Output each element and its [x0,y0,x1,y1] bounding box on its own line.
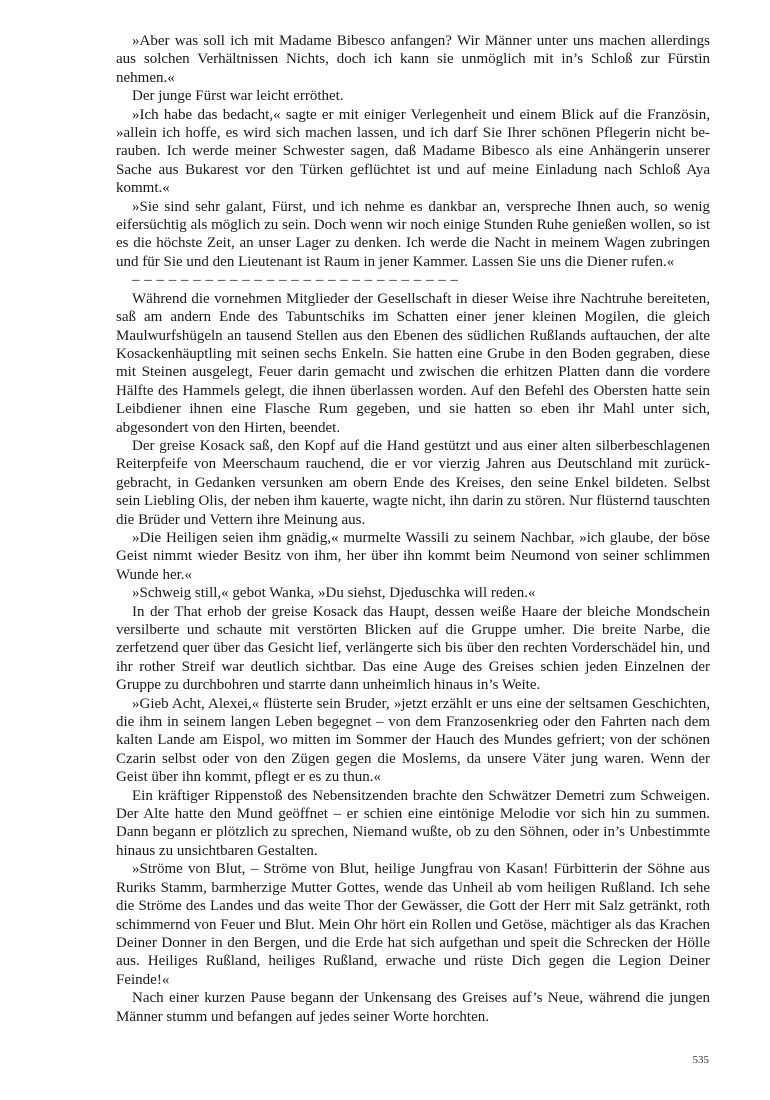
paragraph: »Die Heiligen seien ihm gnädig,« murmelte Wassili zu seinem Nachbar, »ich glaube, der böse Geist nimmt wieder Besitz von ihm, her über ihn kommt beim Neumond von seiner schlimmen Wunde her.« [116,529,710,583]
paragraph: In der That erhob der greise Kosack das Haupt, dessen weiße Haare der bleiche Mondschein versilberte und schaute mit verstörten Blicken auf die Gruppe umher. Die breite Narbe, die zerfetzend quer über das Gesicht lief, verlängerte sich bis über den rechten Vorderschädel hin, und ihr rother Streif war deutlich sichtbar. Das eine Auge des Greises schien jeden Einzelnen der Gruppe zu durchbohren und starrte dann unheimlich hinaus in’s Weite. [116,603,710,694]
paragraph: »Gieb Acht, Alexei,« flüsterte sein Bruder, »jetzt erzählt er uns eine der seltsamen Geschichten, die ihm in seinem langen Leben begegnet – von dem Franzosenkrieg oder den Fahrten nach dem kalten Lande am Eispol, wo mitten im Sommer der Hauch des Mundes gefriert; von der schönen Czarin selbst oder von den Zügen gegen die Moslems, da unsere Väter jung waren. Wenn der Geist über ihn kommt, pflegt er es zu thun.« [116,695,710,786]
section-separator: – – – – – – – – – – – – – – – – – – – – – – – – – – – [132,272,459,289]
paragraph: Der greise Kosack saß, den Kopf auf die Hand gestützt und aus einer alten silberbeschlagenen Reiterpfeife von Meerschaum rauchend, die er vor vierzig Jahren aus Deutschland mit zurückgebracht, in Gedanken versunken am obern Ende des Kreises, den seine Enkel bildeten. Selbst sein Liebling Olis, der neben ihm kauerte, wagte nicht, ihn darin zu stören. Nur flüsternd tauschten die Brüder und Vettern ihre Meinung aus. [116,437,710,528]
paragraph: Während die vornehmen Mitglieder der Gesellschaft in dieser Weise ihre Nachtruhe bereiteten, saß am andern Ende des Tabuntschiks im Schatten einer jener kleinen Mogilen, die gleich Maulwurfshügeln an tausend Stellen aus den Ebenen des südlichen Rußlands auftauchen, der alte Kosackenhäuptling mit seinen sechs Enkeln. Sie hatten eine Grube in den Boden gegraben, diese mit Steinen ausgelegt, Feuer darin gemacht und zwischen die erhitzen Platten dann die vordere Hälfte des Hammels gelegt, die ihnen überlassen worden. Auf den Befehl des Obersten hatte sein Leibdiener ihnen eine Flasche Rum gegeben, und sie hatten so eben ihr Mahl unter sich, abgesondert von den Hirten, beendet. [116,290,710,436]
paragraph: Ein kräftiger Rippenstoß des Nebensitzenden brachte den Schwätzer Demetri zum Schweigen. Der Alte hatte den Mund geöffnet – er schien eine eintönige Melodie vor sich hin zu summen. Dann begann er plötzlich zu sprechen, Niemand wußte, ob zu den Söhnen, oder in’s Unbestimmte hinaus zu unsichtbaren Gestalten. [116,787,710,859]
paragraph: »Ströme von Blut, – Ströme von Blut, heilige Jungfrau von Kasan! Fürbitterin der Söhne aus Ruriks Stamm, barmherzige Mutter Gottes, wende das Unheil ab vom heiligen Rußland. Ich sehe die Ströme des Landes und das weite Thor der Gewässer, die Gott der Herr mit Salz getränkt, roth schimmernd von Feuer und Blut. Mein Ohr hört ein Rollen und Getöse, mächtiger als das Krachen Deiner Donner in den Bergen, und die Erde hat sich aufgethan und speit die Schrecken der Hölle aus. Heiliges Rußland, heiliges Rußland, erwache und rüste Dich gegen die Legion Deiner Feinde!« [116,861,710,988]
paragraph: Der junge Fürst war leicht erröthet. [132,88,344,105]
paragraph: »Schweig still,« gebot Wanka, »Du siehst, Djeduschka will reden.« [132,585,536,602]
paragraph: »Sie sind sehr galant, Fürst, und ich nehme es dankbar an, verspreche Ihnen auch, so wenig eifersüchtig als möglich zu sein. Doch wenn wir noch einige Stunden Ruhe genießen wollen, so ist es die höchste Zeit, an unser Lager zu denken. Ich werde die Nacht in meinem Wagen zubringen und für Sie und den Lieutenant ist Raum in jener Kammer. Lassen Sie uns die Diener rufen.« [116,198,710,270]
paragraph: Nach einer kurzen Pause begann der Unkensang des Greises auf’s Neue, während die jungen Männer stumm und befangen auf jedes seiner Worte horchten. [116,990,710,1025]
paragraph: »Ich habe das bedacht,« sagte er mit einiger Verlegenheit und einem Blick auf die Französin, »allein ich hoffe, es wird sich machen lassen, und ich darf Sie Ihrer schönen Pflegerin nicht berauben. Ich werde meiner Schwester sagen, daß Madame Bibesco als eine Anhängerin unserer Sache aus Bukarest vor den Türken geflüchtet ist und auf meine Einladung nach Schloß Aya kommt.« [116,106,710,197]
page-body [116,32,710,1026]
paragraph: »Aber was soll ich mit Madame Bibesco anfangen? Wir Männer unter uns machen allerdings aus solchen Verhältnissen Nichts, doch ich kann sie unmöglich mit in’s Schloß zur Fürstin nehmen.« [116,33,710,86]
page-number: 535 [692,1054,709,1066]
